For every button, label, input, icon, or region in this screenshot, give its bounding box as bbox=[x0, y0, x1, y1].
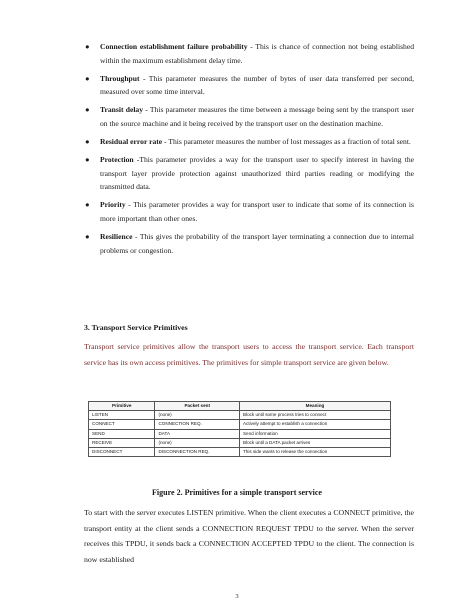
table-cell: This side wants to release the connection bbox=[239, 447, 390, 456]
table-cell: (none) bbox=[155, 438, 240, 447]
column-header: Primitive bbox=[89, 402, 155, 411]
parameter-term: Resilience bbox=[100, 232, 133, 242]
column-header: Packet sent bbox=[155, 402, 240, 411]
table-cell: DISCONNECT bbox=[89, 447, 155, 456]
table-cell: Block until some process tries to connect bbox=[239, 411, 390, 420]
list-item bbox=[84, 72, 414, 99]
section-intro: Transport service primitives allow the transport users to access the transport service. Each transport service has its own access primitives. The primitives for simple transport service are given below. bbox=[84, 342, 414, 368]
table-row bbox=[89, 438, 391, 447]
parameter-term: Protection bbox=[100, 155, 134, 165]
bullet-icon: ● bbox=[85, 105, 90, 115]
bullet-icon: ● bbox=[85, 137, 90, 147]
page-number: 3 bbox=[235, 593, 239, 600]
parameter-term: Residual error rate bbox=[100, 137, 163, 147]
column-header: Meaning bbox=[239, 402, 390, 411]
table-cell: Actively attempt to establish a connection bbox=[239, 420, 390, 429]
bullet-icon: ● bbox=[85, 73, 90, 83]
table-cell: DATA bbox=[155, 429, 240, 438]
parameter-description: - This parameter measures the time between a message being sent by the transport user on the source machine and it being received by the transport user on the destination machine. bbox=[100, 105, 414, 128]
list-item bbox=[84, 198, 414, 225]
table-row bbox=[89, 447, 391, 456]
table-cell: RECEIVE bbox=[89, 438, 155, 447]
body-paragraph: To start with the server executes LISTEN primitive. When the client executes a CONNECT primitive, the transport entity at the client sends a CONNECTION REQUEST TPDU to the server. When the server receives this TPDU, it sends back a CONNECTION ACCEPTED TPDU to the client. The connection is now established bbox=[84, 508, 414, 564]
list-item bbox=[84, 230, 414, 257]
table-row bbox=[89, 411, 391, 420]
parameter-description: - This is chance of connection not being established within the maximum establishment delay time. bbox=[100, 42, 414, 65]
parameter-term: Priority bbox=[100, 200, 126, 210]
list-item bbox=[84, 40, 414, 67]
bullet-icon: ● bbox=[85, 200, 90, 210]
primitives-table bbox=[88, 401, 391, 457]
table-cell: CONNECTION REQ. bbox=[155, 420, 240, 429]
table-cell: SEND bbox=[89, 429, 155, 438]
bullet-icon: ● bbox=[85, 232, 90, 242]
bullet-icon: ● bbox=[85, 42, 90, 51]
table-cell: Block until a DATA packet arrives bbox=[239, 438, 390, 447]
table-cell: (none) bbox=[155, 411, 240, 420]
figure-caption: Figure 2. Primitives for a simple transport service bbox=[152, 488, 322, 497]
table-cell: LISTEN bbox=[89, 411, 155, 420]
section-heading: 3. Transport Service Primitives bbox=[84, 323, 188, 332]
parameter-term: Transit delay bbox=[100, 105, 144, 115]
table-cell: Send information bbox=[239, 429, 390, 438]
parameter-description: - This parameter measures the number of lost messages as a fraction of total sent. bbox=[162, 137, 411, 147]
table-row bbox=[89, 420, 391, 429]
list-item bbox=[84, 103, 414, 130]
table-cell: DISCONNECTION REQ. bbox=[155, 447, 240, 456]
table-cell: CONNECT bbox=[89, 420, 155, 429]
parameter-description: -This parameter provides a way for the transport user to specify interest in having the transport layer provide protection against unauthorized third parties reading or modifying the transmitted data. bbox=[100, 155, 414, 192]
parameter-description: - This parameter measures the number of bytes of user data transferred per second, measured over some time interval. bbox=[100, 73, 414, 97]
table-header-row bbox=[89, 402, 391, 411]
table-row bbox=[89, 429, 391, 438]
parameter-term: Connection establishment failure probability bbox=[100, 42, 248, 51]
parameter-description: - This gives the probability of the transport layer terminating a connection due to internal problems or congestion. bbox=[100, 232, 414, 255]
list-item bbox=[84, 135, 414, 149]
qos-parameter-list bbox=[84, 40, 414, 262]
list-item bbox=[84, 153, 414, 194]
parameter-description: - This parameter provides a way for transport user to indicate that some of its connection is more important than other ones. bbox=[100, 200, 414, 224]
bullet-icon: ● bbox=[85, 155, 90, 165]
parameter-term: Throughput bbox=[100, 73, 140, 83]
